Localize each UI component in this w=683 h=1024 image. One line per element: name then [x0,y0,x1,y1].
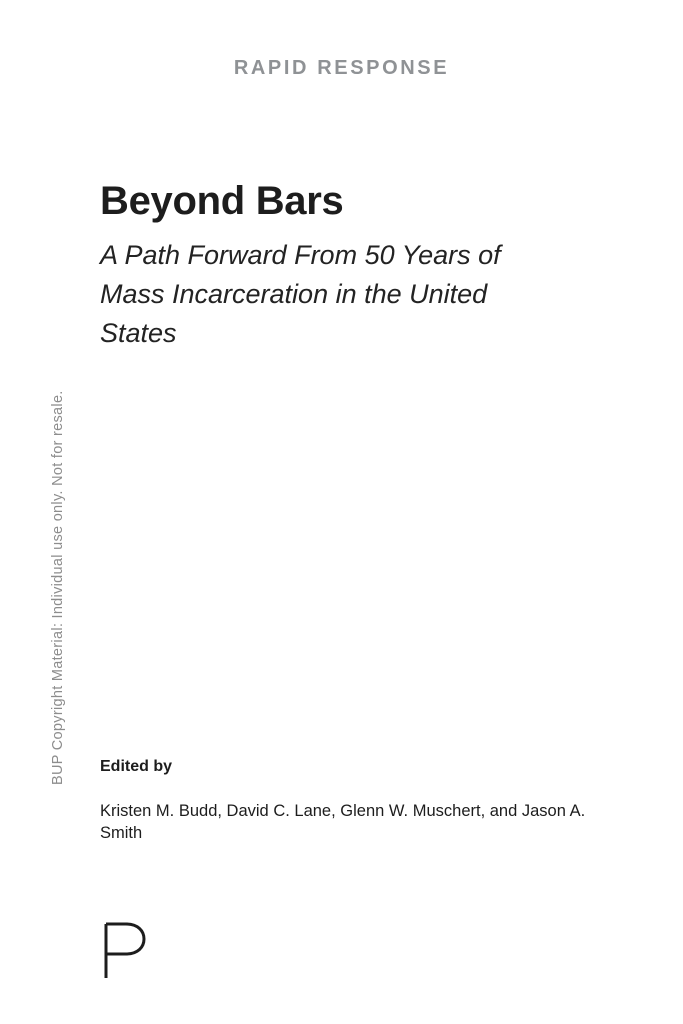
copyright-watermark-text: BUP Copyright Material: Individual use only. Not for resale. [50,390,66,785]
editors-list: Kristen M. Budd, David C. Lane, Glenn W. Muschert, and Jason A. Smith [100,802,586,842]
page-title: Beyond Bars [100,178,344,223]
series-label: RAPID RESPONSE [233,57,450,79]
publisher-logo-icon [100,922,148,980]
page-subtitle: A Path Forward From 50 Years of Mass Incarceration in the United States [100,240,501,348]
edited-by-label: Edited by [100,758,173,775]
copyright-watermark [50,245,72,785]
